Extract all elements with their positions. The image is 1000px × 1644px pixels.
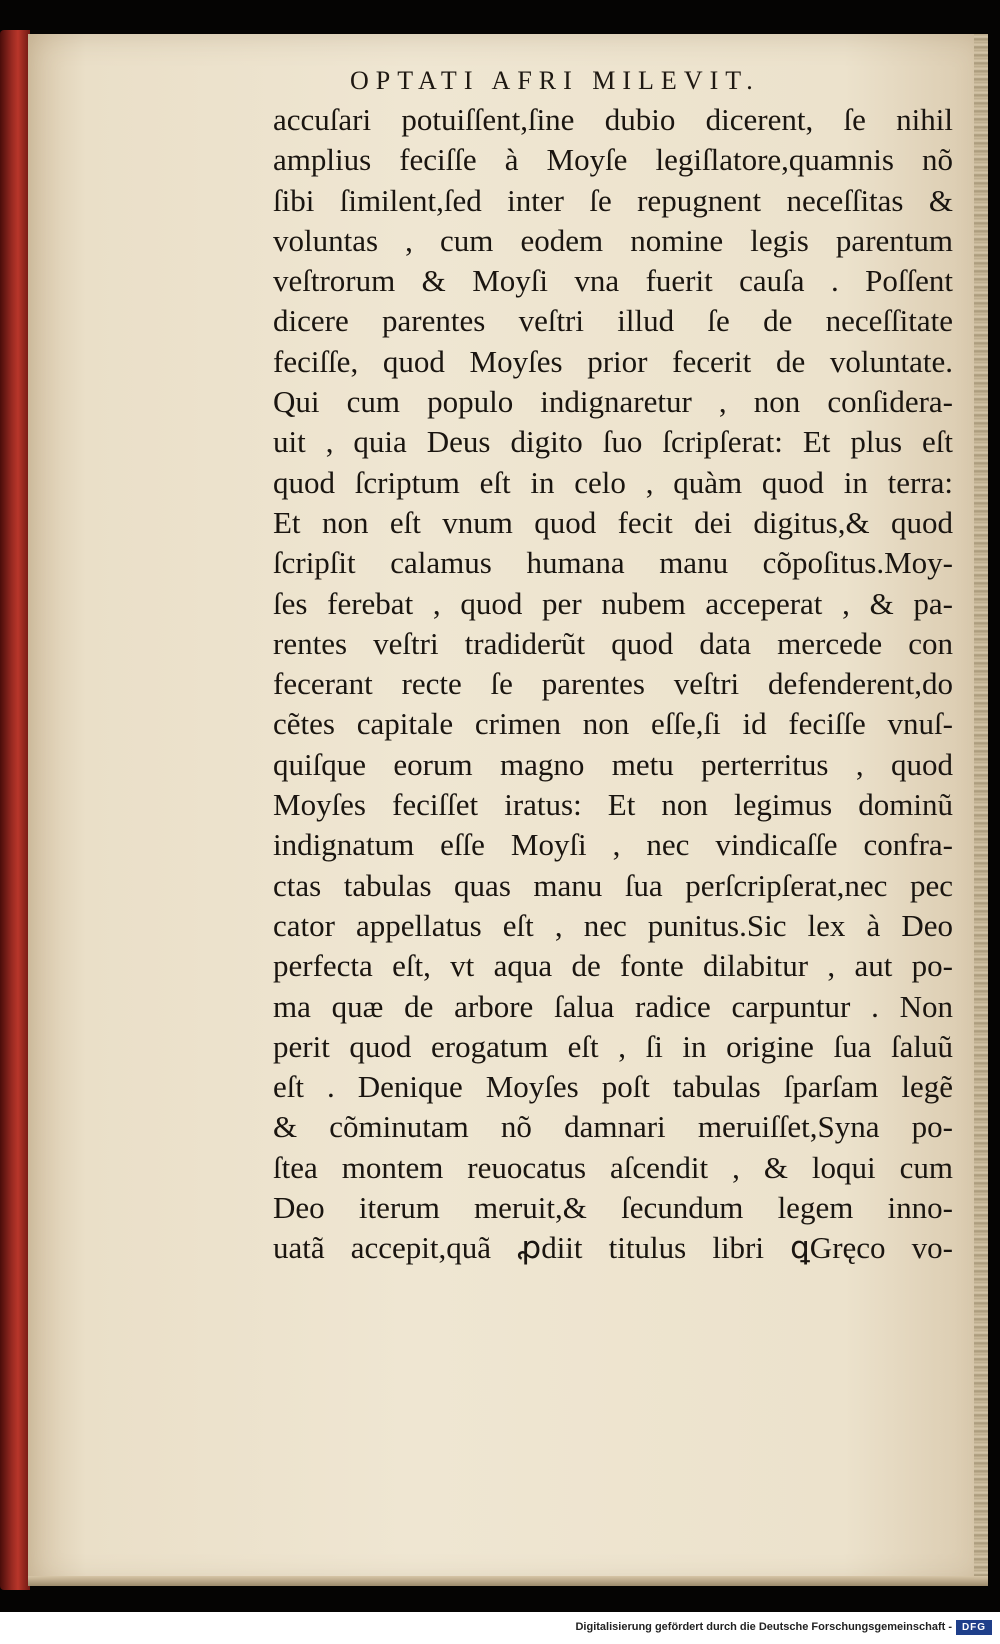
text-line: uatã accepit,quã ꝓdiit titulus libri ꝗGręco vo-: [273, 1230, 953, 1266]
page-stack-edge: [974, 34, 988, 1586]
text-line: ctas tabulas quas manu ſua perſcripſerat,nec pec: [273, 867, 953, 903]
text-line: ſtea montem reuocatus aſcendit , & loqui cum: [273, 1149, 953, 1185]
text-line: ſibi ſimilent,ſed inter ſe repugnent neceſſitas &: [273, 182, 953, 218]
text-line: cator appellatus eſt , nec punitus.Sic lex à Deo: [273, 907, 953, 943]
footer-bar: [0, 1612, 1000, 1644]
text-line: veſtrorum & Moyſi vna fuerit cauſa . Poſſent: [273, 263, 953, 299]
text-line: voluntas , cum eodem nomine legis parentum: [273, 222, 953, 258]
text-line: Et non eſt vnum quod fecit dei digitus,& quod: [273, 504, 953, 540]
text-line: quod ſcriptum eſt in celo , quàm quod in terra:: [273, 464, 953, 500]
text-line: Deo iterum meruit,& ſecundum legem inno-: [273, 1190, 953, 1226]
text-line: Qui cum populo indignaretur , non conſidera-: [273, 384, 953, 420]
text-line: amplius feciſſe à Moyſe legiſlatore,quamnis nõ: [273, 142, 953, 178]
book-cover-edge: [0, 30, 30, 1590]
text-line: ſcripſit calamus humana manu cõpoſitus.Moy-: [273, 545, 953, 581]
text-line: perit quod erogatum eſt , ſi in origine ſua ſaluũ: [273, 1028, 953, 1064]
body-text: [273, 100, 953, 1269]
text-line: fecerant recte ſe parentes veſtri defenderent,do: [273, 666, 953, 702]
text-line: dicere parentes veſtri illud ſe de neceſſitate: [273, 303, 953, 339]
dfg-logo: DFG: [956, 1620, 992, 1635]
text-line: rentes veſtri tradiderũt quod data mercede con: [273, 625, 953, 661]
text-line: accuſari potuiſſent,ſine dubio dicerent, ſe nihil: [273, 102, 953, 137]
text-line: ma quæ de arbore ſalua radice carpuntur . Non: [273, 988, 953, 1024]
text-line: uit , quia Deus digito ſuo ſcripſerat: Et plus eſt: [273, 424, 953, 460]
text-line: & cõminutam nõ damnari meruiſſet,Syna po-: [273, 1109, 953, 1145]
digitization-credit: Digitalisierung gefördert durch die Deutsche Forschungsgemeinschaft -: [575, 1621, 952, 1633]
text-line: Moyſes feciſſet iratus: Et non legimus dominũ: [273, 787, 953, 823]
page-bottom-edge: [28, 1576, 988, 1586]
text-line: ſes ferebat , quod per nubem acceperat , & pa-: [273, 585, 953, 621]
text-line: perfecta eſt, vt aqua de fonte dilabitur , aut po-: [273, 948, 953, 984]
text-line: cẽtes capitale crimen non eſſe,ſi id feciſſe vnuſ-: [273, 706, 953, 742]
text-line: indignatum eſſe Moyſi , nec vindicaſſe confra-: [273, 827, 953, 863]
text-line: quiſque eorum magno metu perterritus , quod: [273, 746, 953, 782]
running-head: OPTATI AFRI MILEVIT.: [350, 66, 760, 95]
text-line: eſt . Denique Moyſes poſt tabulas ſparſam legẽ: [273, 1069, 953, 1105]
text-line: feciſſe, quod Moyſes prior fecerit de voluntate.: [273, 343, 953, 379]
